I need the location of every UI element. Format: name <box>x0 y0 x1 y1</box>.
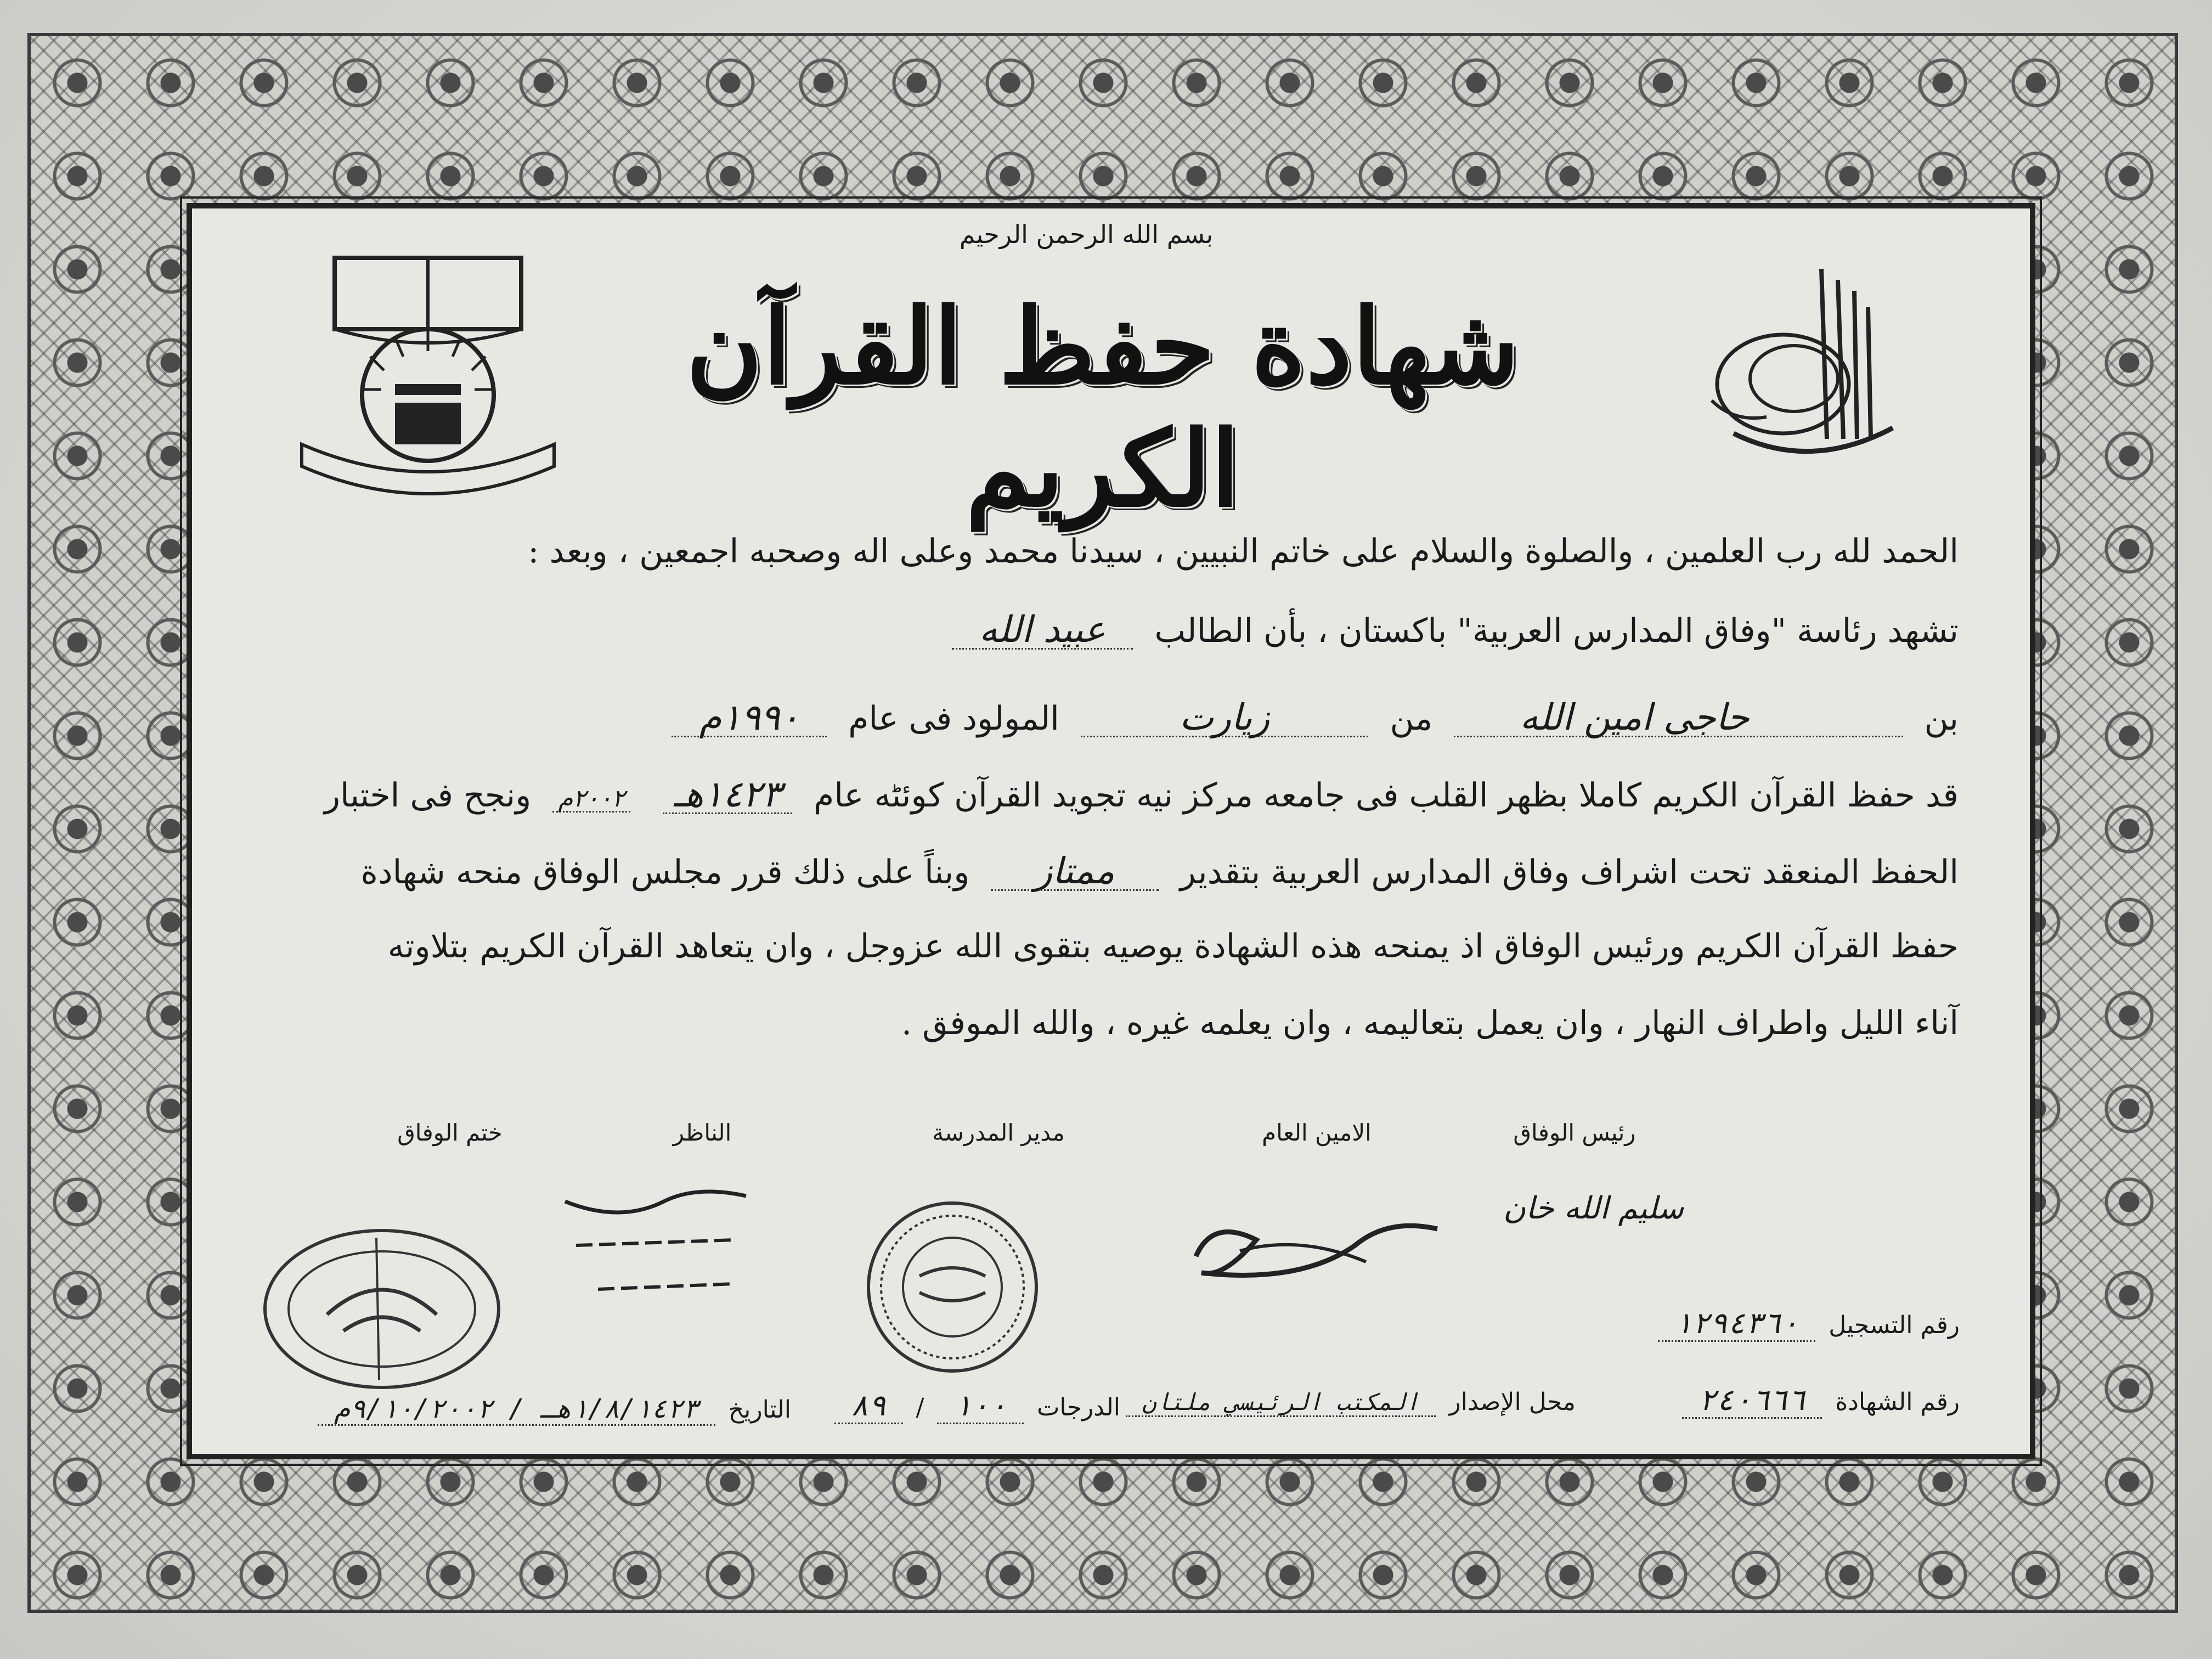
date-label: التاريخ <box>728 1396 791 1424</box>
certificate-number-row <box>1677 1383 1960 1417</box>
body-line-2 <box>241 608 1959 651</box>
president-signature: سليم الله خان <box>1503 1190 1684 1226</box>
marks-total: ١٠٠ <box>937 1388 1024 1424</box>
wafaq-emblem-logo <box>296 247 560 499</box>
body-line-4 <box>241 773 1959 815</box>
marks-value: ٨٩ <box>834 1388 903 1424</box>
student-name: عبيد الله <box>952 612 1133 650</box>
issue-date: ١/٨/١٤٢٣هـ / ٩/١٠/٢٠٠٢م <box>318 1393 715 1426</box>
sig-label-supervisor: الناظر <box>673 1119 732 1146</box>
secretary-signature <box>1190 1196 1443 1291</box>
body-line-2-prefix: تشهد رئاسة "وفاق المدارس العربية" باكستان ، بأن الطالب <box>1154 612 1959 650</box>
sig-label-seal: ختم الوفاق <box>397 1119 503 1146</box>
born-label: المولود فى عام <box>848 699 1059 738</box>
issue-place: المكتب الرئيسي ملتان <box>1126 1389 1436 1417</box>
body-line-5 <box>241 850 1959 892</box>
wafaq-seal-stamp <box>263 1229 500 1389</box>
place-name: زيارت <box>1081 699 1368 737</box>
body-line-4-prefix: قد حفظ القرآن الكريم كاملا بظهر القلب فى جامعه مركز نيه تجويد القرآن كوئٹه <box>874 776 1959 815</box>
body-line-3 <box>241 696 1959 738</box>
body-line-5-suffix: وبناً على ذلك قرر مجلس الوفاق منحه شهادة <box>360 853 970 891</box>
madrasa-seal-stamp <box>867 1201 1038 1373</box>
date-row <box>312 1393 791 1424</box>
certificate-title: شهادة حفظ القرآن الكريم <box>686 285 1520 530</box>
sig-label-principal: مدير المدرسة <box>932 1119 1065 1146</box>
bin-label: بن <box>1924 699 1959 738</box>
issue-place-row <box>1120 1388 1576 1416</box>
body-line-1: الحمد لله رب العلمين ، والصلوة والسلام على خاتم النبيين ، سيدنا محمد وعلى اله وصحبه اجمعين ، وبعد : <box>528 532 1959 571</box>
hijri-year: ١٤٢٣هـ <box>663 776 792 814</box>
year-label: عام <box>814 776 864 815</box>
certificate-number-label: رقم الشهادة <box>1835 1388 1960 1416</box>
gregorian-year: ٢٠٠٢م <box>552 787 630 812</box>
issue-place-label: محل الإصدار <box>1449 1388 1576 1416</box>
sig-label-president: رئيس الوفاق <box>1513 1119 1636 1146</box>
registration-row <box>1652 1306 1960 1340</box>
father-name: حاجى امين الله <box>1454 699 1903 737</box>
body-line-4-suffix: ونجح فى اختبار <box>324 776 532 815</box>
registration-label: رقم التسجيل <box>1829 1311 1960 1339</box>
marks-label: الدرجات <box>1036 1393 1120 1421</box>
registration-number: ١٢٩٤٣٦٠ <box>1658 1306 1816 1342</box>
bismillah: بسم الله الرحمن الرحيم <box>959 219 1214 249</box>
sig-label-secretary: الامين العام <box>1262 1119 1372 1146</box>
body-line-7: آناء الليل واطراف النهار ، وان يعمل بتعاليمه ، وان يعلمه غيره ، والله الموفق . <box>901 1004 1959 1042</box>
min-label: من <box>1390 699 1433 738</box>
certificate-number: ٢٤٠٦٦٦ <box>1682 1383 1822 1419</box>
calligraphic-tughra <box>1701 258 1909 477</box>
supervisor-signature <box>554 1180 763 1324</box>
grade: ممتاز <box>991 853 1158 891</box>
birth-year: ١٩٩٠م <box>672 699 827 737</box>
body-line-5-prefix: الحفظ المنعقد تحت اشراف وفاق المدارس العربية بتقدير <box>1180 853 1959 891</box>
body-line-6: حفظ القرآن الكريم ورئيس الوفاق اذ يمنحه هذه الشهادة يوصيه بتقوى الله عزوجل ، وان يتعاهد القرآن الكريم بتلاوته <box>387 927 1959 966</box>
marks-row: الدرجات ١٠٠ / ٨٩ <box>829 1388 1120 1423</box>
